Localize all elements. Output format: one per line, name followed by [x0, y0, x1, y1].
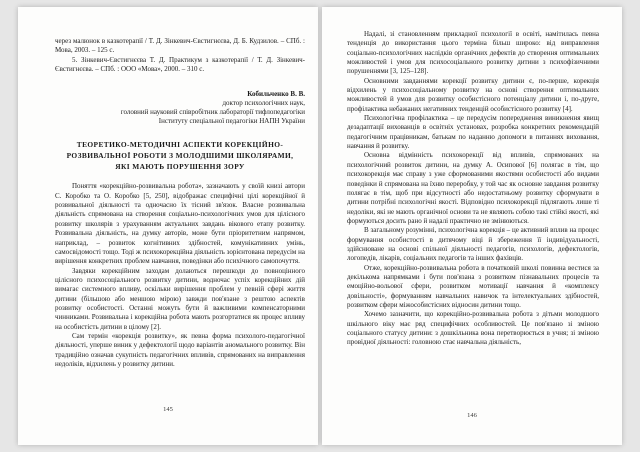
- author-credential: доктор психологічних наук,: [222, 98, 305, 107]
- right-page: [322, 7, 622, 445]
- author-credential: головний науковий співробітник лабораторії тифлопедагогіки: [120, 108, 305, 117]
- paragraph: Психологічна профілактика – це передусім попередження виникнення явищ дезадаптації вихованців в освітніх установах, розробка конкретних рекомендацій педагогічним працівникам, батькам по наданню допомоги в питаннях виховання, навчання й розвитку.: [347, 114, 599, 151]
- paragraph: Хочемо зазначити, що корекційно-розвивальна робота з дітьми молодшого шкільного віку має ряд специфічних особливостей. Це пов'язано зі зміною соціального статусу дитини: з дошкільника вона перетворюється в учня; зі зміною провідної діяльності: головною стає навчальна діяльність,: [347, 310, 599, 347]
- paragraph: Надалі, зі становленням прикладної психології в освіті, намітилась певна тенденція до використання цього терміна більш широко: від виправлення соціально-психологічних наслідків органічних дефектів до створення оптимальних можливостей і умов для психосоціального розвитку дитини з психофізичними порушеннями [3, 125–128].: [347, 30, 599, 76]
- author-name: Кобильченко В. В.: [247, 89, 305, 98]
- page-number: 145: [163, 406, 173, 413]
- article-title: ТЕОРЕТИКО-МЕТОДИЧНІ АСПЕКТИ КОРЕКЦІЙНО-РОЗВИВАЛЬНОЇ РОБОТИ З МОЛОДШИМИ ШКОЛЯРАМИ, ЯКІ МАЮТЬ ПОРУШЕННЯ ЗОРУ: [66, 140, 294, 172]
- author-block: [55, 90, 305, 127]
- paragraph: Отже, корекційно-розвивальна робота в початковій школі повинна вестися за декількома напрямками і бути пов'язана з розвитком пізнавальних процесів та емоційно-вольової сфери, розвитком мотивації навчання й «комплексу довільності», формуванням навчальних навичок та інтелектуальних здібностей, розвитком сфери міжособистісних відносин дитини тощо.: [347, 263, 599, 309]
- paragraph: В загальному розумінні, психологічна корекція – це активний вплив на процес формування особистості в дитячому віці й збереження її індивідуальності, здійснюване на основі спільної діяльності педагогів, психологів, дефектологів, логопедів, лікарів, соціальних педагогів та інших фахівців.: [347, 226, 599, 263]
- left-page: [18, 7, 318, 445]
- page-number: 146: [467, 412, 477, 419]
- paragraph: Поняття «корекційно-розвивальна робота», зазначають у своїй книзі автори С. Коробко та О. Коробко [5, 250], відображає специфічні цілі корекційної й розвивальної діяльності та одночасно їх тісний зв'язок. Власне розвивальна діяльність спрямована на створення соціально-психологічних умов для цілісного розвитку школярів з урахуванням актуальних завдань вікового етапу розвитку. Розвивальна діяльність, на думку авторів, може бути пріоритетним напрямом, наприклад, – розвиток когнітивних здібностей, комунікативних умінь, самосвідомості тощо. Тоді ж психокорекційна діяльність зорієнтована передусім на вирішення конкретних проблем навчання, поведінки або психічного самопочуття.: [55, 182, 305, 266]
- paragraph: Основними завданнями корекції розвитку дитини є, по-перше, корекція відхилень у психосоціальному розвитку на основі створення оптимальних можливостей й умов для розвитку особистісного потенціалу дитини і, по-друге, профілактика небажаних негативних тенденцій особистісного розвитку [4].: [347, 76, 599, 113]
- reference-continuation: через малюнок в казкотерапії / Т. Д. Зінкевич-Євстигнєєва, Д. Б. Кудзилов. – СПб. : Мова, 2003. – 125 с.: [55, 37, 305, 55]
- paragraph: Завдяки корекційним заходам долаються перешкоди до повноцінного цілісного психосоціального розвитку дитини, водночас успіх корекційних дій вимагає системного впливу, оскільки вирішення проблем у певній сфері життя дитини (більшою або меншою мірою) завжди пов'язане з рештою аспектів розвитку особистості. Останні можуть бути й важливими компенсаторними чинниками. Розвивальна і корекційна робота мають розгортатися як процес впливу на особистість дитини в цілому [2].: [55, 266, 305, 331]
- paragraph: Основна відмінність психокорекції від впливів, спрямованих на психологічний розвиток дитини, на думку А. Осипової [6] полягає в тім, що психокорекція має справу з уже сформованими якостями особистості або видами поведінки й спрямована на їхню переробку, у той час як основне завдання розвитку полягає в тім, щоб при відсутності або недостатньому розвитку сформувати в дитини потрібні психологічні якості. Відповідно психокорекції підлягають лише ті недоліки, які не мають органічної основи та не являють собою такі стійкі якості, які формуються досить рано й надалі практично не змінюються.: [347, 151, 599, 225]
- reference-item-5: 5. Зінкевич-Євстигнєєва Т. Д. Практикум з казкотерапії / Т. Д. Зінкевич-Євстигнєєва. – СПб. : ООО «Мова», 2000. – 310 с.: [55, 55, 305, 74]
- author-credential: Інституту спеціальної педагогіки НАПН України: [158, 117, 305, 126]
- paragraph: Сам термін «корекція розвитку», як певна форма психолого-педагогічної діяльності, уперше виник у дефектології щодо варіантів аномального розвитку. Він традиційно означав сукупність педагогічних впливів, спрямованих на виправлення недоліків, відхилень у розвитку дитини.: [55, 331, 305, 368]
